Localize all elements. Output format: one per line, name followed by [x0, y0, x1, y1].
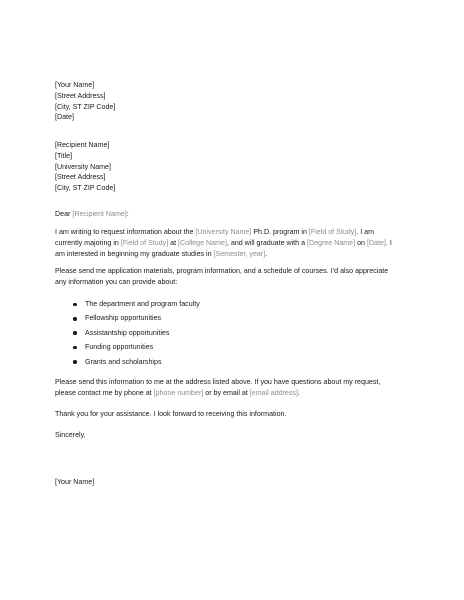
- college-name-placeholder: [College Name]: [178, 238, 227, 247]
- signature: [55, 477, 407, 488]
- list-item-label: Assistantship opportunities: [85, 328, 170, 337]
- list-item: [55, 299, 407, 313]
- intro-line-1: [55, 227, 407, 238]
- sender-address-block: [55, 80, 407, 123]
- letter-date: [Date]: [55, 113, 74, 122]
- intro-paragraph: [55, 227, 407, 259]
- bullet-icon: [73, 317, 77, 321]
- list-item-label: Fellowship opportunities: [85, 314, 162, 323]
- recipient-title: [Title]: [55, 151, 73, 160]
- bullet-icon: [73, 331, 77, 335]
- request-line-1: Please send me application materials, program information, and a schedule of courses. I’d also appreciate: [55, 267, 389, 275]
- text-run: .: [265, 249, 268, 258]
- email-address-placeholder: [email address]: [249, 388, 298, 397]
- thanks-line: Thank you for your assistance. I look forward to receiving this information.: [55, 410, 287, 418]
- semester-year-placeholder: [Semester, year]: [213, 249, 266, 258]
- text-run: on: [355, 238, 367, 247]
- salutation-recipient-placeholder: [Recipient Name]: [72, 210, 127, 218]
- request-paragraph: [55, 266, 407, 288]
- salutation: [55, 209, 407, 220]
- text-run: or by email at: [203, 388, 250, 397]
- salutation-prefix: Dear: [55, 210, 73, 218]
- bullet-icon: [73, 303, 77, 307]
- list-item: [55, 342, 407, 356]
- text-run: , and will graduate with a: [226, 238, 307, 247]
- field-of-study-placeholder: [Field of Study]: [120, 238, 169, 247]
- closing: [55, 430, 407, 441]
- contact-line-2: [55, 388, 407, 399]
- sender-street: [Street Address]: [55, 91, 106, 100]
- signature-name: [Your Name]: [55, 478, 95, 486]
- contact-line-1: Please send this information to me at the address listed above. If you have questions about my request,: [55, 378, 381, 386]
- text-run: Ph.D. program in: [251, 228, 309, 236]
- list-item: [55, 328, 407, 342]
- recipient-street: [Street Address]: [55, 173, 106, 182]
- phone-number-placeholder: [phone number]: [153, 388, 204, 397]
- contact-paragraph: [55, 377, 407, 399]
- list-item-label: The department and program faculty: [85, 300, 200, 308]
- bullet-icon: [73, 360, 77, 364]
- degree-name-placeholder: [Degree Name]: [307, 238, 356, 247]
- university-name-placeholder: [University Name]: [195, 228, 252, 236]
- text-run: . I am: [356, 228, 374, 236]
- field-of-study-placeholder: [Field of Study]: [308, 228, 357, 236]
- sender-city-state-zip: [City, ST ZIP Code]: [55, 102, 116, 111]
- sender-name: [Your Name]: [55, 81, 95, 89]
- list-item: [55, 357, 407, 371]
- text-run: am interested in beginning my graduate studies in: [55, 249, 214, 258]
- recipient-city-state-zip: [City, ST ZIP Code]: [55, 184, 116, 193]
- topics-bullet-list: [55, 299, 407, 371]
- text-run: currently majoring in: [55, 238, 121, 247]
- text-run: . I: [385, 238, 392, 247]
- list-item: [55, 313, 407, 327]
- text-run: please contact me by phone at: [55, 388, 154, 397]
- text-run: .: [297, 388, 300, 397]
- closing-text: Sincerely,: [55, 431, 86, 439]
- list-item-label: Grants and scholarships: [85, 357, 162, 366]
- text-run: at: [168, 238, 179, 247]
- bullet-icon: [73, 346, 77, 350]
- recipient-university: [University Name]: [55, 162, 111, 171]
- recipient-name: [Recipient Name]: [55, 141, 110, 149]
- list-item-label: Funding opportunities: [85, 343, 154, 352]
- graduation-date-placeholder: [Date]: [366, 238, 386, 247]
- text-run: I am writing to request information about the: [55, 228, 196, 236]
- recipient-address-block: [55, 140, 407, 194]
- request-line-2: any information you can provide about:: [55, 277, 178, 286]
- intro-line-2: [55, 238, 407, 249]
- thanks-paragraph: [55, 409, 407, 420]
- intro-line-3: [55, 249, 407, 260]
- salutation-colon: :: [126, 210, 129, 218]
